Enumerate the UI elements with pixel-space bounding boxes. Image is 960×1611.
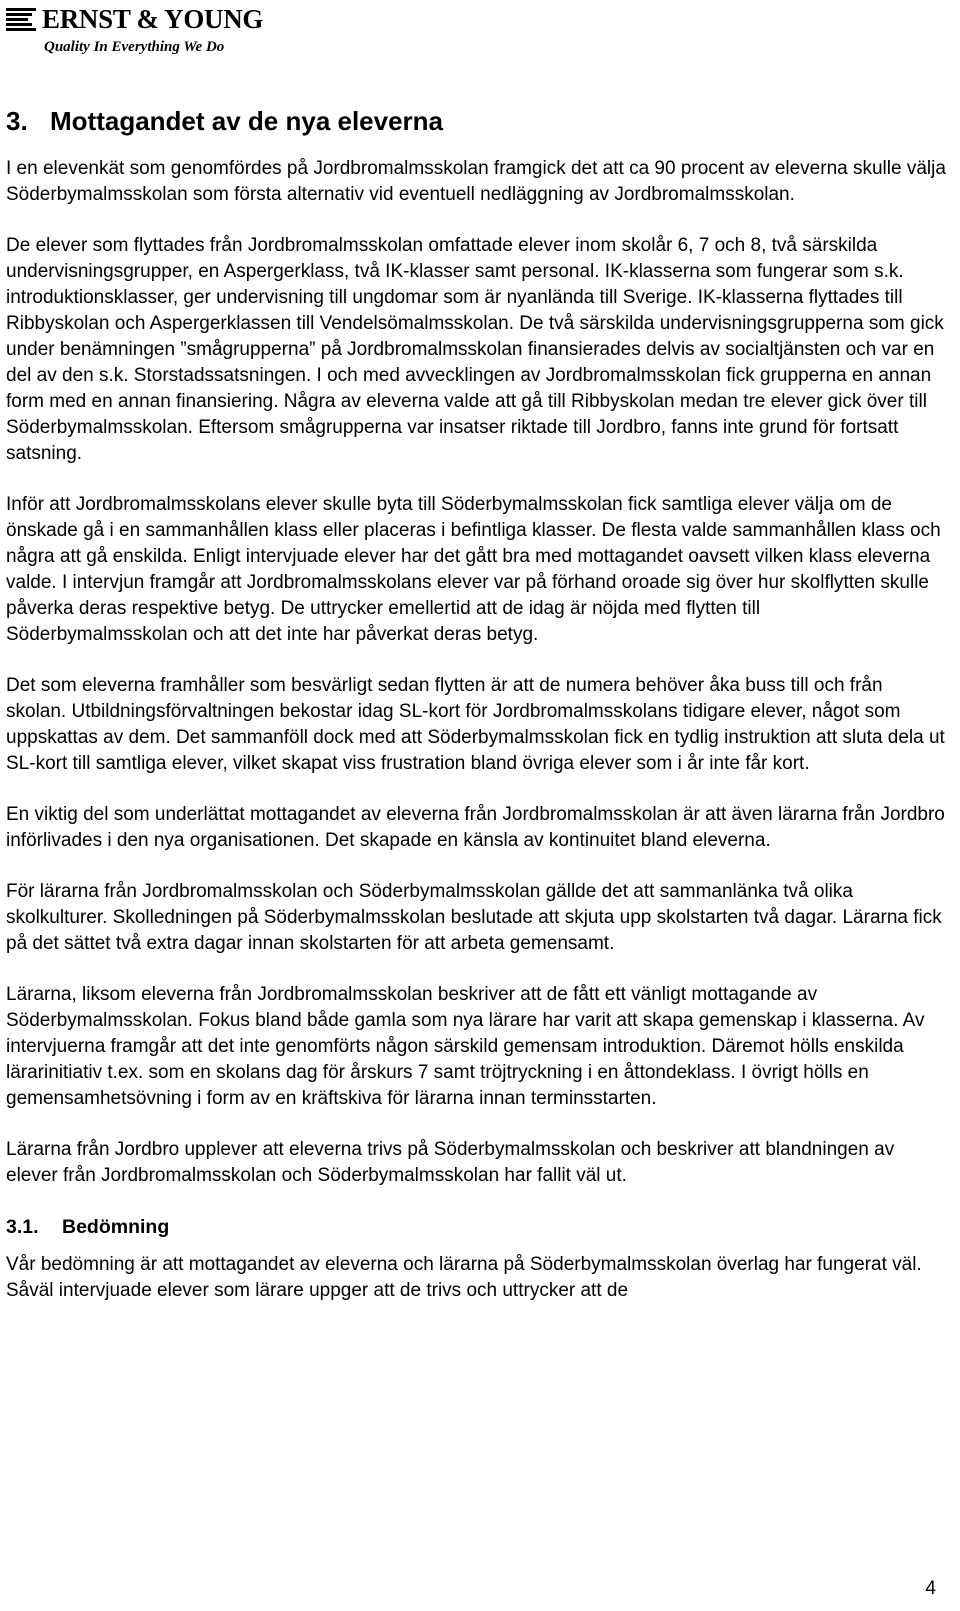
paragraph-5: En viktig del som underlättat mottagandet av eleverna från Jordbromalmsskolan är att även lärarna från Jordbro införlivades i den nya organisationen. Det skapade en känsla av kontinuitet bland eleverna. bbox=[6, 804, 945, 851]
paragraph-2: De elever som flyttades från Jordbromalmsskolan omfattade elever inom skolår 6, 7 och 8, två särskilda undervisningsgrupper, en Aspergerklass, två IK-klasser samt personal. IK-klasserna som fungerar som s.k. introduktionsklasser, ger undervisning till ungdomar som är nyanlända till Sverige. IK-klasserna flyttades till Ribbyskolan och Aspergerklassen till Vendelsömalmsskolan. De två särskilda undervisningsgrupperna som gick under benämningen ”smågrupperna” på Jordbromalmsskolan finansierades delvis av socialtjänsten och var en del av den s.k. Storstadssatsningen. I och med avvecklingen av Jordbromalmsskolan fick grupperna en annan form med en annan finansiering. Några av eleverna valde att gå till Ribbyskolan medan tre elever gick över till Söderbymalmsskolan. Eftersom smågrupperna var insatser riktade till Jordbro, fanns inte grund för fortsatt satsning. bbox=[6, 235, 944, 464]
section-heading bbox=[6, 104, 946, 138]
brand-tagline: Quality In Everything We Do bbox=[44, 39, 225, 55]
section-title: Mottagandet av de nya eleverna bbox=[50, 106, 444, 136]
subsection-paragraph: Vår bedömning är att mottagandet av eleverna och lärarna på Söderbymalmsskolan överlag har fungerat väl. Såväl intervjuade elever som lärare uppger att de trivs och uttrycker att de bbox=[6, 1254, 922, 1301]
paragraph-3: Inför att Jordbromalmsskolans elever skulle byta till Söderbymalmsskolan fick samtliga elever välja om de önskade gå i en sammanhållen klass eller placeras i befintliga klasser. De flesta valde sammanhållen klass och några att gå enskilda. Enligt intervjuade elever har det gått bra med mottagandet oavsett vilken klass eleverna valde. I intervjun framgår att Jordbromalmsskolans elever var på förhand oroade sig över hur skolflytten skulle påverka deras respektive betyg. De uttrycker emellertid att de idag är nöjda med flytten till Söderbymalmsskolan och att det inte har påverkat deras betyg. bbox=[6, 494, 941, 645]
section-number: 3. bbox=[6, 106, 28, 136]
subsection-number: 3.1. bbox=[6, 1216, 39, 1238]
paragraph-1: I en elevenkät som genomfördes på Jordbromalmsskolan framgick det att ca 90 procent av eleverna skulle välja Söderbymalmsskolan som första alternativ vid eventuell nedläggning av Jordbromalmsskolan. bbox=[6, 158, 946, 205]
subsection-title: Bedömning bbox=[62, 1216, 170, 1238]
subsection-heading bbox=[6, 1214, 946, 1240]
paragraph-4: Det som eleverna framhåller som besvärligt sedan flytten är att de numera behöver åka buss till och från skolan. Utbildningsförvaltningen bekostar idag SL-kort för Jordbromalmsskolans tidigare elever, något som uppskattas av dem. Det sammanföll dock med att Söderbymalmsskolan fick en tydlig instruktion att sluta dela ut SL-kort till samtliga elever, vilket skapat viss frustration bland övriga elever som i år inte får kort. bbox=[6, 675, 945, 774]
ernst-young-logo-icon bbox=[6, 8, 36, 30]
page-number: 4 bbox=[925, 1578, 936, 1599]
ernst-young-logo bbox=[6, 4, 266, 56]
document-body bbox=[6, 104, 946, 1329]
paragraph-8: Lärarna från Jordbro upplever att eleverna trivs på Söderbymalmsskolan och beskriver att blandningen av elever från Jordbromalmsskolan och Söderbymalmsskolan har fallit väl ut. bbox=[6, 1139, 895, 1186]
paragraph-7: Lärarna, liksom eleverna från Jordbromalmsskolan beskriver att de fått ett vänligt mottagande av Söderbymalmsskolan. Fokus bland både gamla som nya lärare har varit att skapa gemenskap i klasserna. Av intervjuerna framgår att det inte genomförts någon särskild gemensam introduktion. Däremot hölls enskilda lärarinitiativ t.ex. som en skolans dag för årskurs 7 samt tröjtryckning i en åttondeklass. I övrigt hölls en gemensamhetsövning i form av en kräftskiva för lärarna innan terminsstarten. bbox=[6, 984, 925, 1109]
brand-name: ERNST & YOUNG bbox=[42, 4, 264, 34]
paragraph-6: För lärarna från Jordbromalmsskolan och Söderbymalmsskolan gällde det att sammanlänka två olika skolkulturer. Skolledningen på Söderbymalmsskolan beslutade att skjuta upp skolstarten två dagar. Lärarna fick på det sättet två extra dagar innan skolstarten för att arbeta gemensamt. bbox=[6, 881, 942, 954]
